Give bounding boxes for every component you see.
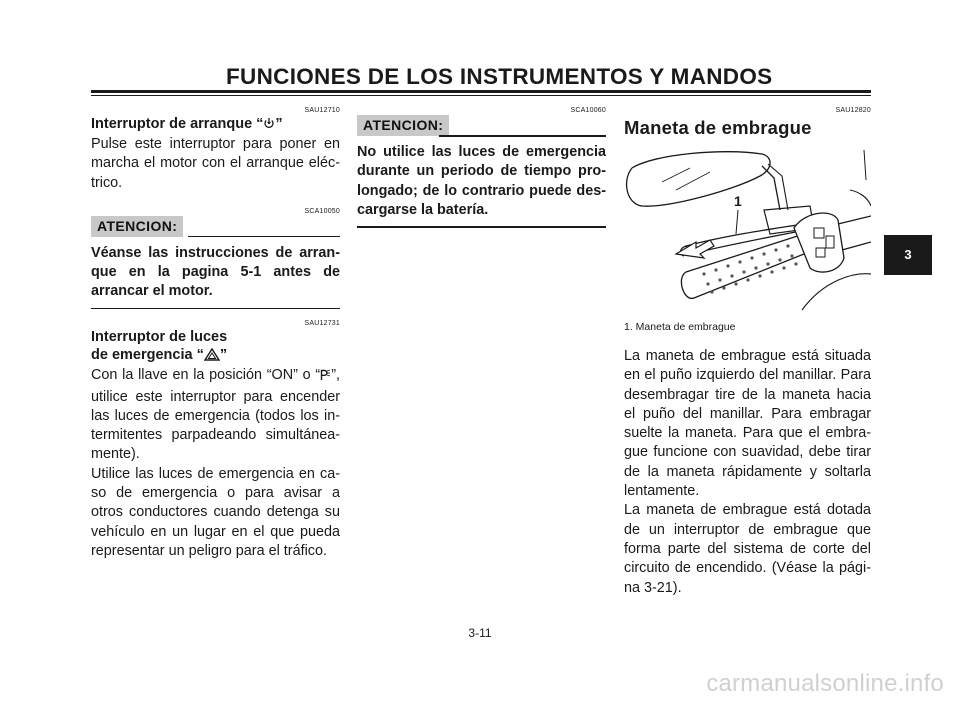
clutch-text-1: La maneta de embrague está situada en el puño izquierdo del manillar. Para desembragar tire de la maneta hacia el puño del manillar. Para embragar suelte la maneta. Para que el embra-gue funcione con suavidad, debe tirar de la maneta rápidamente y soltarla lentamente. <box>624 348 871 500</box>
header-rule-thin <box>91 95 871 96</box>
caution-label: ATENCION: <box>91 216 183 237</box>
hazard-switch-title-line1: Interruptor de luces <box>91 329 228 346</box>
caution-box <box>91 216 340 309</box>
ref-code: SAU12710 <box>304 107 340 114</box>
caution-box <box>357 115 606 228</box>
left-column <box>91 106 340 561</box>
parking-icon <box>320 368 331 387</box>
middle-column <box>357 106 606 228</box>
caution-rule <box>188 236 340 238</box>
caution-rule <box>439 135 606 137</box>
page-number: 3-11 <box>468 626 492 640</box>
clutch-text-2: La maneta de embrague está dotada de un interruptor de embrague que forma parte del sistema de corte del circuito de encendido. (Véase la pági-na 3-21). <box>624 502 871 596</box>
right-column <box>624 106 871 598</box>
caution-end-rule <box>357 226 606 228</box>
section-title: FUNCIONES DE LOS INSTRUMENTOS Y MANDOS <box>226 64 773 89</box>
ref-code: SAU12731 <box>304 320 340 328</box>
start-switch-text: Pulse este interruptor para poner en marcha el motor con el arranque eléc-trico. <box>91 136 340 191</box>
hazard-switch-title-line2: de emergencia “ ” <box>91 346 340 366</box>
ref-code: SAU12820 <box>835 107 871 114</box>
caution-text: No utilice las luces de emergencia durante un periodo de tiempo pro-longado; de lo contrario puede des-cargarse la batería. <box>357 144 606 218</box>
start-switch-title: Interruptor de arranque “ ” <box>91 115 340 135</box>
ref-code: SCA10050 <box>304 207 340 215</box>
chapter-tab: 3 <box>884 235 932 275</box>
hazard-text-2: Utilice las luces de emergencia en ca-so de emergencia o para avisar a otros conductores cuando detenga su vehículo en un lugar en el que pueda representar un peligro para el tráfico. <box>91 465 340 559</box>
caution-text: Véanse las instrucciones de arran-que en la pagina 5-1 antes de arrancar el motor. <box>91 244 340 300</box>
ref-code: SCA10060 <box>570 107 606 114</box>
watermark: carmanualsonline.info <box>706 670 944 697</box>
clutch-lever-illustration <box>624 150 871 312</box>
caution-label: ATENCION: <box>357 115 449 136</box>
starter-motor-icon <box>263 117 275 135</box>
figure-caption: 1. Maneta de embrague <box>624 321 736 333</box>
figure-callout-label: 1 <box>734 193 742 209</box>
header-rule <box>91 90 871 93</box>
clutch-lever-title: Maneta de embrague <box>624 117 812 138</box>
hazard-triangle-icon <box>204 348 220 366</box>
hazard-text-1: Con la llave en la posición “ON” o “ ”, utilice este interruptor para encender las luces de emergencia (todos los in-termitentes parpadeando simultánea-mente). <box>91 367 340 463</box>
